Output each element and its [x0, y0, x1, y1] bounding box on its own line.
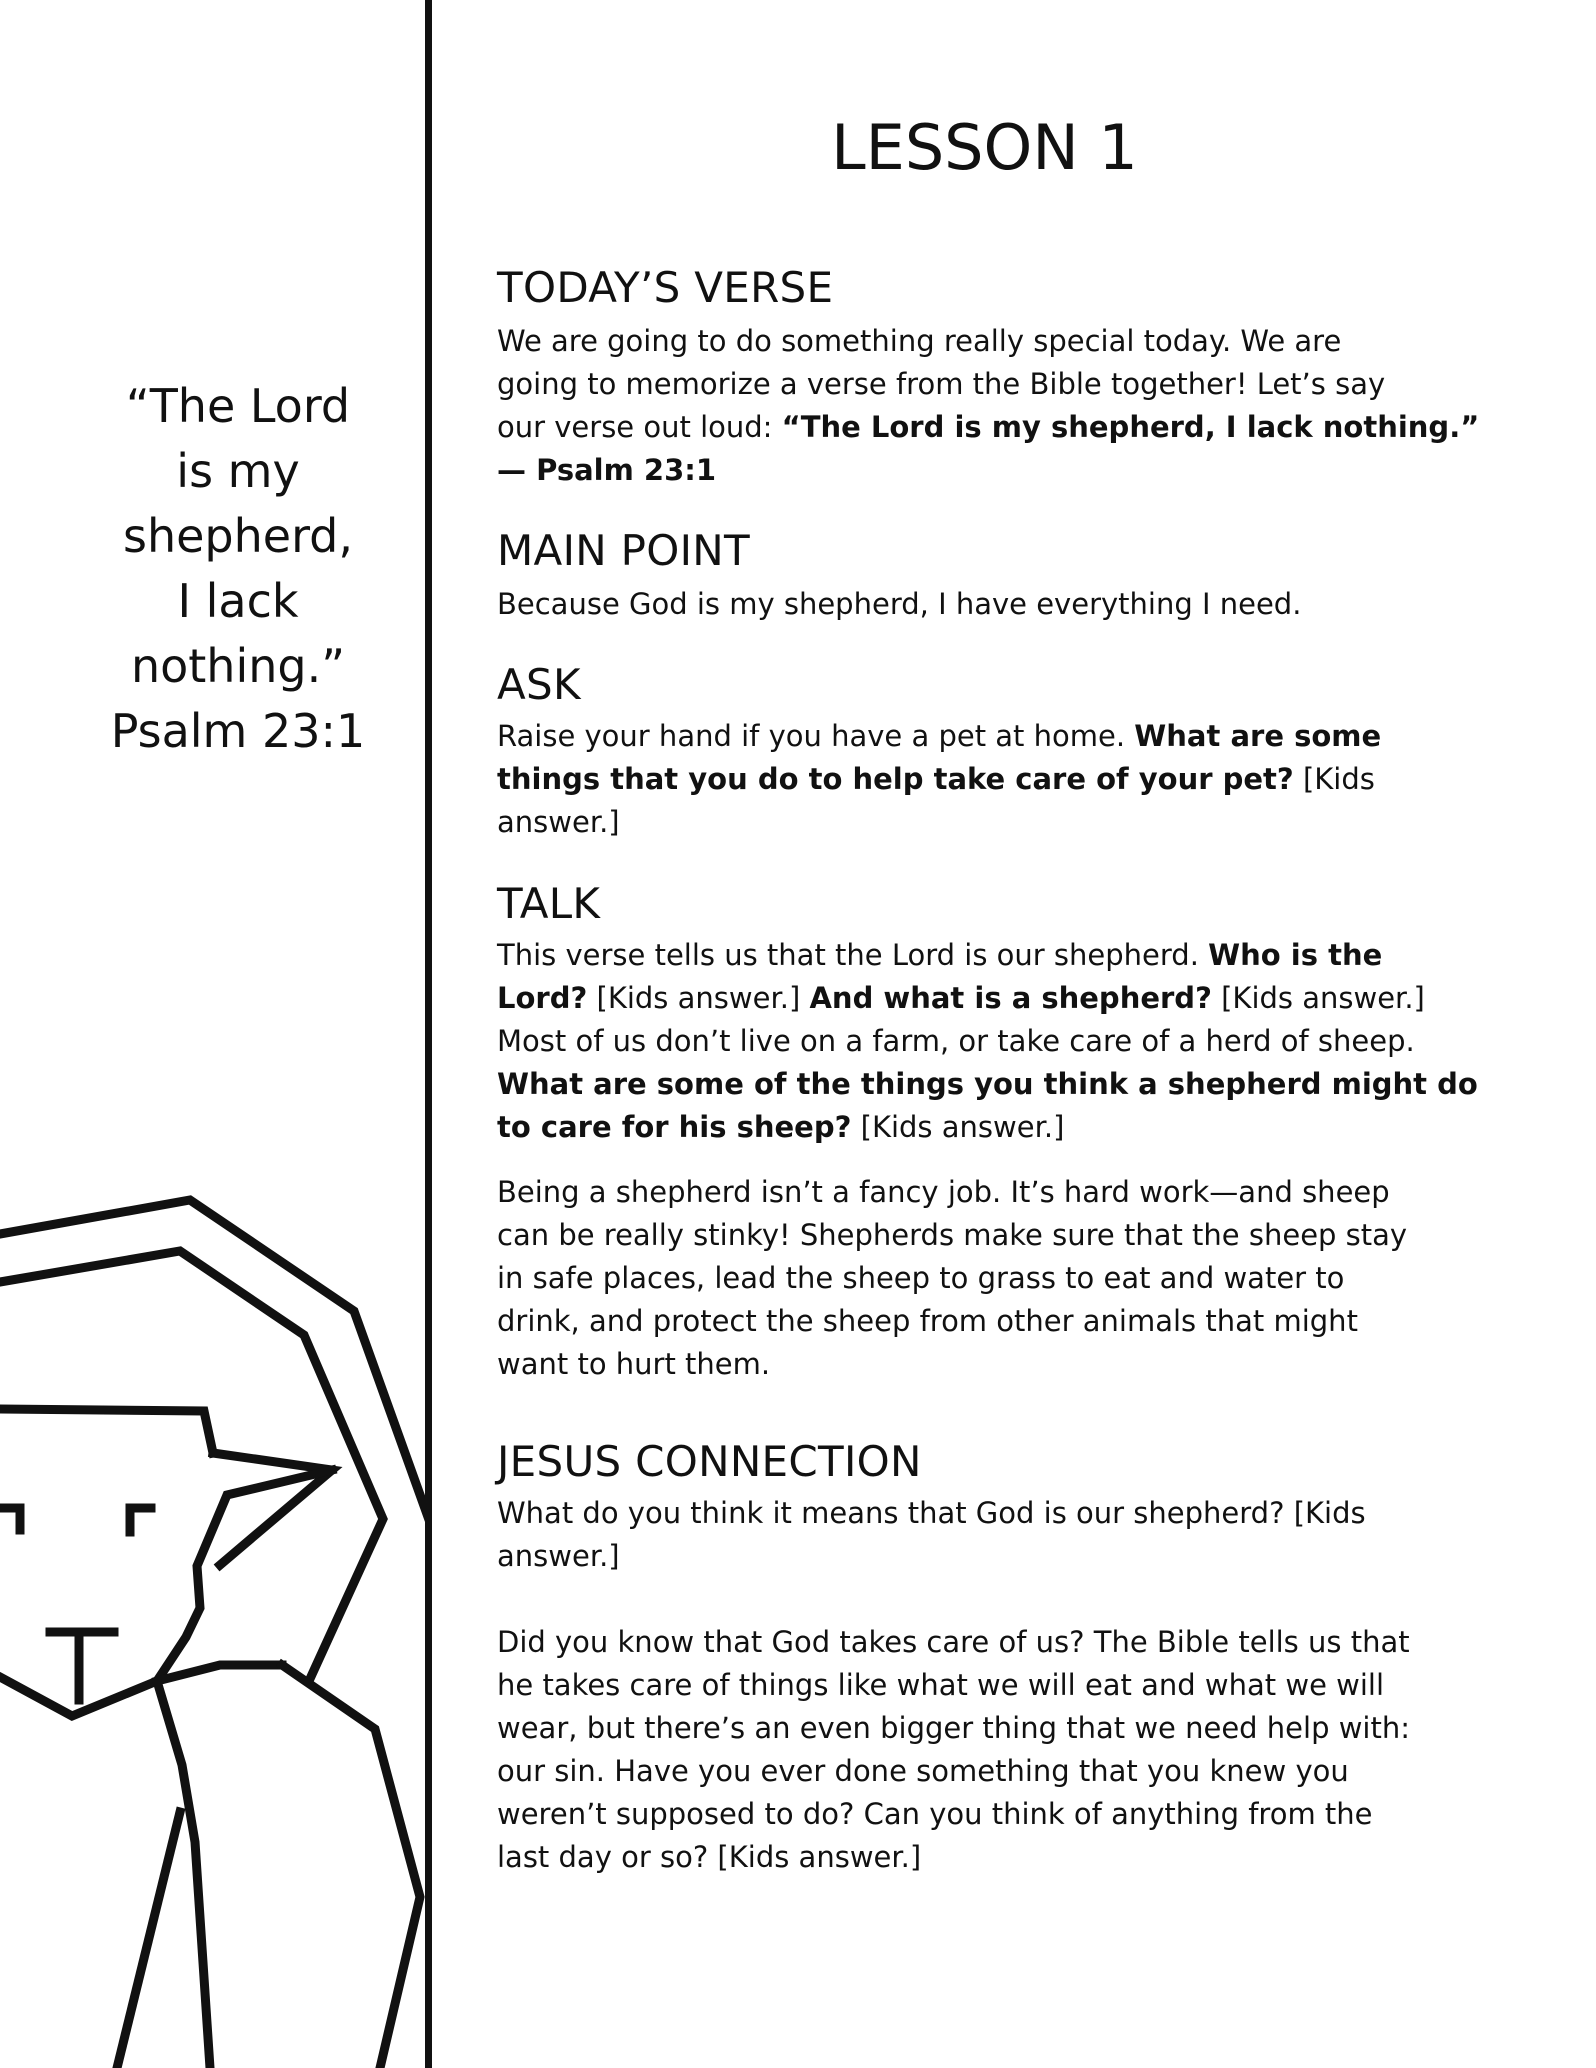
text-line: going to memorize a verse from the Bible together! Let’s say: [497, 367, 1386, 401]
text-line: [497, 1106, 1497, 1149]
text-line: our sin. Have you ever done something that you knew you: [497, 1754, 1349, 1788]
text-line: What do you think it means that God is our shepherd? [Kids: [497, 1496, 1366, 1530]
question: to care for his sheep?: [497, 1110, 852, 1144]
quote-line: nothing.”: [130, 639, 346, 693]
text-line: [497, 934, 1497, 977]
talk-paragraph-2: [497, 1171, 1497, 1386]
sidebar-verse-quote: [70, 374, 406, 764]
vertical-divider: [425, 0, 432, 2068]
lesson-title: LESSON 1: [831, 111, 1138, 184]
text-run: our verse out loud:: [497, 410, 782, 444]
text-line: wear, but there’s an even bigger thing that we need help with:: [497, 1711, 1411, 1745]
text-line: [497, 406, 1497, 449]
text-line: [497, 977, 1497, 1020]
text-line: want to hurt them.: [497, 1347, 771, 1381]
sidebar: [0, 0, 430, 2068]
todays-verse-heading: TODAY’S VERSE: [497, 263, 834, 312]
main-point-heading: MAIN POINT: [497, 526, 750, 575]
quote-line: is my: [176, 444, 300, 498]
text-line: he takes care of things like what we will eat and what we will: [497, 1668, 1385, 1702]
text-line: Did you know that God takes care of us? The Bible tells us that: [497, 1625, 1410, 1659]
text-line: answer.]: [497, 1539, 620, 1573]
text-run: [Kids answer.]: [587, 981, 810, 1015]
main-point-text: [497, 583, 1497, 626]
quote-line: Psalm 23:1: [110, 704, 366, 758]
text-line: Being a shepherd isn’t a fancy job. It’s hard work—and sheep: [497, 1175, 1390, 1209]
text-run: This verse tells us that the Lord is our shepherd.: [497, 938, 1209, 972]
text-line: [497, 758, 1497, 801]
todays-verse-text: [497, 320, 1497, 492]
text-line: in safe places, lead the sheep to grass to eat and water to: [497, 1261, 1345, 1295]
ask-heading: ASK: [497, 660, 581, 709]
text-line: drink, and protect the sheep from other animals that might: [497, 1304, 1358, 1338]
question: What are some: [1134, 719, 1382, 753]
verse-quote: “The Lord is my shepherd, I lack nothing.”: [781, 410, 1480, 444]
text-line: [497, 715, 1497, 758]
text-run: [Kids answer.]: [1211, 981, 1425, 1015]
text-run: [Kids: [1293, 762, 1375, 796]
talk-paragraph-1: [497, 934, 1497, 1149]
text-line: can be really stinky! Shepherds make sure that the sheep stay: [497, 1218, 1408, 1252]
ask-text: [497, 715, 1497, 844]
quote-line: I lack: [177, 574, 299, 628]
jesus-connection-heading: JESUS CONNECTION: [497, 1437, 922, 1486]
question: things that you do to help take care of your pet?: [497, 762, 1294, 796]
text-line: answer.]: [497, 805, 620, 839]
text-line: Because God is my shepherd, I have everything I need.: [497, 587, 1302, 621]
quote-line: “The Lord: [125, 379, 351, 433]
jesus-paragraph-1: [497, 1492, 1497, 1578]
text-line: We are going to do something really special today. We are: [497, 324, 1342, 358]
sheep-illustration: [0, 1180, 430, 2068]
text-run: Raise your hand if you have a pet at home.: [497, 719, 1135, 753]
text-line: last day or so? [Kids answer.]: [497, 1840, 922, 1874]
talk-heading: TALK: [497, 879, 601, 928]
question: Who is the: [1208, 938, 1383, 972]
question: What are some of the things you think a shepherd might do: [497, 1067, 1478, 1101]
text-line: weren’t supposed to do? Can you think of anything from the: [497, 1797, 1373, 1831]
text-run: [Kids answer.]: [851, 1110, 1065, 1144]
quote-line: shepherd,: [123, 509, 353, 563]
question: Lord?: [497, 981, 588, 1015]
question: And what is a shepherd?: [809, 981, 1212, 1015]
jesus-paragraph-2: [497, 1621, 1497, 1879]
text-line: Most of us don’t live on a farm, or take care of a herd of sheep.: [497, 1024, 1415, 1058]
verse-reference: — Psalm 23:1: [497, 453, 717, 487]
